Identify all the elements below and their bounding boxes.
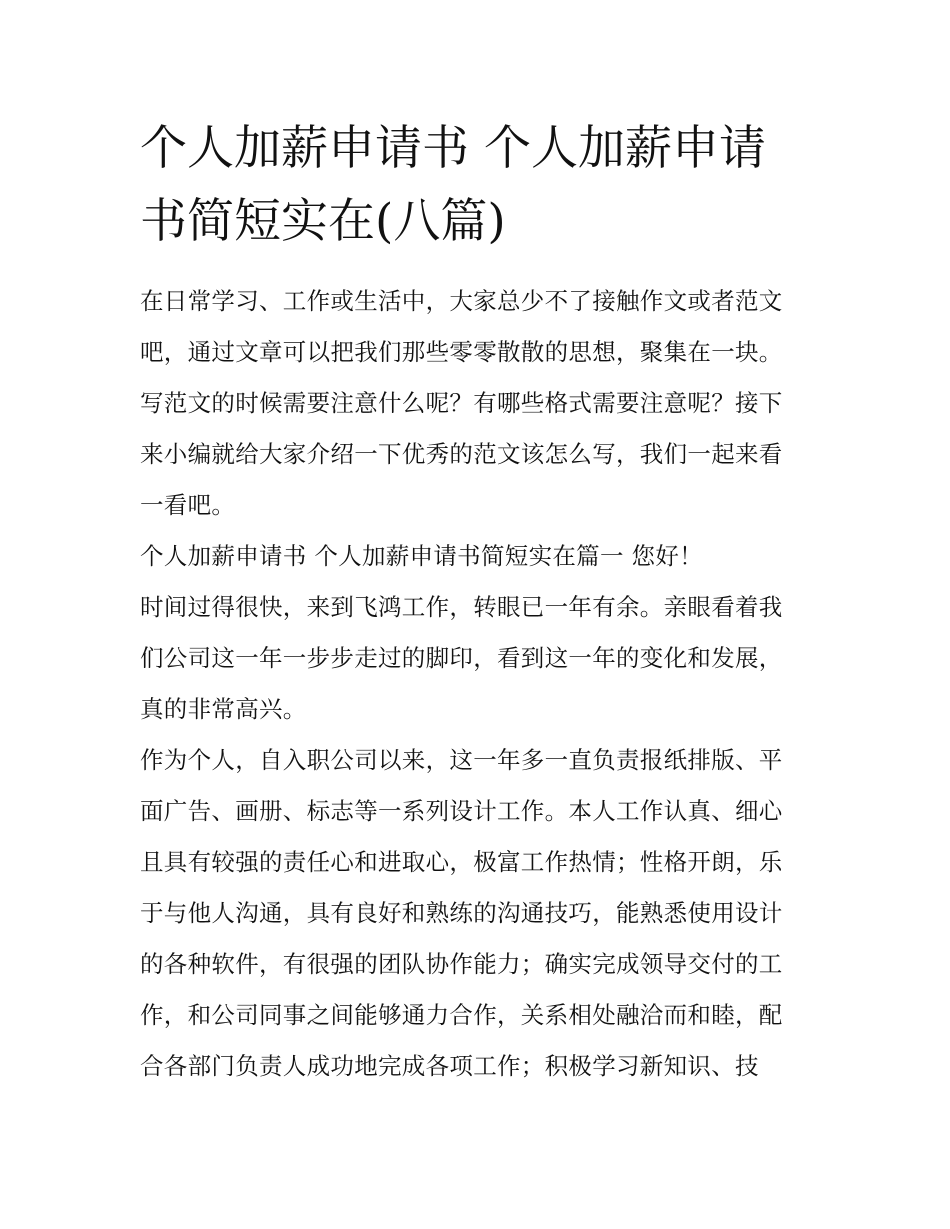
body-line: 时间过得很快，来到飞鸿工作，转眼已一年有余。亲眼看着我 [140, 593, 783, 621]
title-line-2: 书简短实在(八篇) [140, 194, 506, 249]
body-line: 面广告、画册、标志等一系列设计工作。本人工作认真、细心 [140, 797, 783, 825]
document-title [140, 112, 830, 258]
document-body [140, 280, 812, 1096]
body-line: 的各种软件，有很强的团队协作能力；确实完成领导交付的工 [140, 950, 783, 978]
body-line: 真的非常高兴。 [140, 695, 307, 723]
section-heading-line: 个人加薪申请书 个人加薪申请书简短实在篇一 您好！ [140, 542, 703, 570]
body-line: 吧，通过文章可以把我们那些零零散散的思想，聚集在一块。 [140, 338, 783, 366]
body-line: 作为个人，自入职公司以来，这一年多一直负责报纸排版、平 [140, 746, 783, 774]
title-line-1: 个人加薪申请书 个人加薪申请 [140, 121, 766, 176]
body-line: 且具有较强的责任心和进取心，极富工作热情；性格开朗，乐 [140, 848, 783, 876]
body-line: 于与他人沟通，具有良好和熟练的沟通技巧，能熟悉使用设计 [140, 899, 783, 927]
body-line: 作，和公司同事之间能够通力合作，关系相处融洽而和睦，配 [140, 1001, 783, 1029]
body-line: 们公司这一年一步步走过的脚印，看到这一年的变化和发展， [140, 644, 783, 672]
body-line: 来小编就给大家介绍一下优秀的范文该怎么写，我们一起来看 [140, 440, 783, 468]
body-line: 合各部门负责人成功地完成各项工作；积极学习新知识、技 [140, 1052, 759, 1080]
body-line: 在日常学习、工作或生活中，大家总少不了接触作文或者范文 [140, 287, 783, 315]
body-line: 写范文的时候需要注意什么呢？有哪些格式需要注意呢？接下 [140, 389, 783, 417]
body-line: 一看吧。 [140, 491, 236, 519]
